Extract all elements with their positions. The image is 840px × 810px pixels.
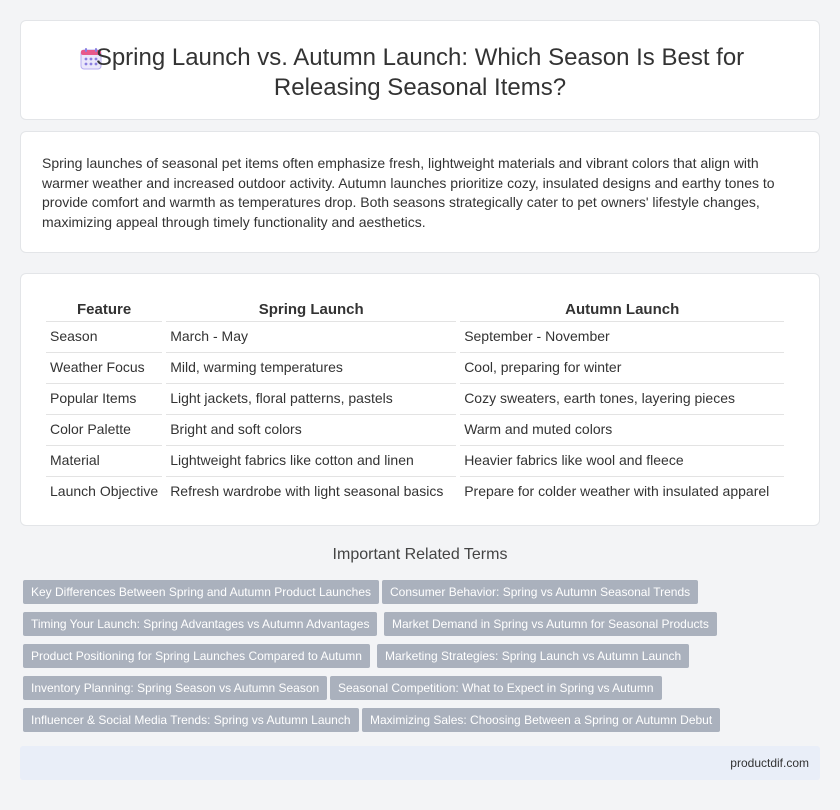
page-title bbox=[21, 43, 819, 103]
header-spring: Spring Launch bbox=[258, 300, 364, 318]
table-row bbox=[46, 414, 784, 443]
related-tag[interactable]: Consumer Behavior: Spring vs Autumn Seasonal Trends bbox=[382, 580, 698, 604]
table-cell: Cool, preparing for winter bbox=[460, 352, 784, 381]
table-cell: Prepare for colder weather with insulated apparel bbox=[460, 476, 784, 505]
table-cell: March - May bbox=[166, 321, 456, 350]
related-tag[interactable]: Seasonal Competition: What to Expect in Spring vs Autumn bbox=[330, 676, 662, 700]
related-tag[interactable]: Market Demand in Spring vs Autumn for Seasonal Products bbox=[384, 612, 717, 636]
related-tag[interactable]: Inventory Planning: Spring Season vs Autumn Season bbox=[23, 676, 327, 700]
footer-site-link[interactable]: productdif.com bbox=[730, 756, 809, 770]
page-title-line-2: Releasing Seasonal Items? bbox=[273, 74, 567, 101]
table-row bbox=[46, 476, 784, 505]
intro-card bbox=[20, 131, 820, 253]
related-tag[interactable]: Key Differences Between Spring and Autumn Product Launches bbox=[23, 580, 379, 604]
header-feature: Feature bbox=[77, 300, 132, 318]
related-terms-title: Important Related Terms bbox=[332, 546, 508, 563]
table-cell: Heavier fabrics like wool and fleece bbox=[460, 445, 784, 474]
table-cell: Bright and soft colors bbox=[166, 414, 456, 443]
comparison-table-card bbox=[20, 273, 820, 526]
table-row bbox=[46, 352, 784, 381]
table-cell: Cozy sweaters, earth tones, layering pieces bbox=[460, 383, 784, 412]
table-cell: Lightweight fabrics like cotton and linen bbox=[166, 445, 456, 474]
intro-paragraph: Spring launches of seasonal pet items often emphasize fresh, lightweight materials and vibrant colors that align with warmer weather and increased outdoor activity. Autumn launches prioritize cozy, insulated designs and earthy tones to provide comfort and warmth as temperatures drop. Both seasons strategically cater to pet owners' lifestyle changes, maximizing appeal through timely functionality and aesthetics. bbox=[42, 155, 775, 230]
table-cell: Color Palette bbox=[46, 414, 162, 443]
table-cell: Warm and muted colors bbox=[460, 414, 784, 443]
footer bbox=[20, 746, 820, 780]
table-cell: Popular Items bbox=[46, 383, 162, 412]
related-tag[interactable]: Timing Your Launch: Spring Advantages vs Autumn Advantages bbox=[23, 612, 377, 636]
related-tag[interactable]: Marketing Strategies: Spring Launch vs Autumn Launch bbox=[377, 644, 689, 668]
table-cell: Season bbox=[46, 321, 162, 350]
table-cell: Refresh wardrobe with light seasonal basics bbox=[166, 476, 456, 505]
table-cell: September - November bbox=[460, 321, 784, 350]
table-row bbox=[46, 321, 784, 350]
page-title-line-1: Spring Launch vs. Autumn Launch: Which Season Is Best for bbox=[95, 44, 745, 71]
table-cell: Light jackets, floral patterns, pastels bbox=[166, 383, 456, 412]
table-cell: Mild, warming temperatures bbox=[166, 352, 456, 381]
comparison-table bbox=[42, 297, 788, 507]
header-autumn: Autumn Launch bbox=[565, 300, 680, 318]
table-cell: Launch Objective bbox=[46, 476, 162, 505]
related-tag[interactable]: Influencer & Social Media Trends: Spring vs Autumn Launch bbox=[23, 708, 359, 732]
table-cell: Weather Focus bbox=[46, 352, 162, 381]
table-row bbox=[46, 383, 784, 412]
table-header-row bbox=[46, 299, 784, 319]
header-card bbox=[20, 20, 820, 120]
table-row bbox=[46, 445, 784, 474]
table-cell: Material bbox=[46, 445, 162, 474]
related-tag[interactable]: Maximizing Sales: Choosing Between a Spring or Autumn Debut bbox=[362, 708, 720, 732]
related-tag[interactable]: Product Positioning for Spring Launches Compared to Autumn bbox=[23, 644, 370, 668]
